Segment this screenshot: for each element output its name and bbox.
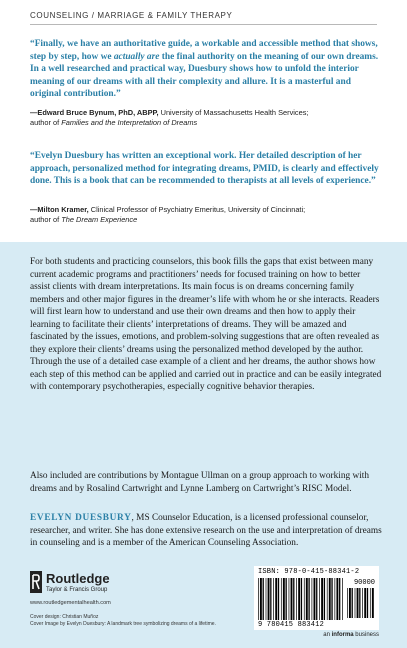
quote-1-text-emphasis: actually are	[113, 51, 160, 62]
quote-1-text-after: the final authority on the meaning of our own dreams. In a well researched and practical way, Duesbury shows how to unfold the interior meaning of our dreams with all their complexity and allure. It is a masterful and original contribution.”	[30, 51, 379, 100]
informa-name: informa	[331, 632, 354, 638]
cover-image-credit: Cover Image by Evelyn Duesbury: A landmark tree symbolizing dreams of a lifetime.	[30, 621, 216, 627]
quote-1-book: Families and the Interpretation of Dreams	[61, 118, 198, 127]
author-bio-text: , MS Counselor Education, is a licensed professional counselor, researcher, and writer. She has done extensive research on the use and interpretation of dreams in counseling and is a member of the American Counseling Association.	[30, 513, 382, 548]
endorsement-quote-1	[30, 38, 380, 101]
header-divider	[30, 24, 377, 25]
quote-2-book: The Dream Experience	[61, 215, 138, 224]
quote-1-affiliation: University of Massachusetts Health Services;	[158, 108, 309, 117]
publisher-url[interactable]: www.routledgementalhealth.com	[30, 600, 111, 606]
price-code: 90000	[353, 579, 375, 587]
category-label: COUNSELING / MARRIAGE & FAMILY THERAPY	[30, 11, 233, 20]
publisher-group: Taylor & Francis Group	[46, 587, 108, 593]
publisher-name: Routledge	[46, 571, 110, 586]
price-barcode-icon	[347, 588, 375, 618]
isbn-digits: 9 780415 883412	[258, 621, 325, 629]
quote-2-author: —Milton Kramer,	[30, 205, 89, 214]
isbn-label: ISBN: 978-0-415-88341-2	[258, 568, 360, 576]
author-bio	[30, 512, 382, 550]
endorsement-attribution-1	[30, 108, 380, 128]
cover-design-credit: Cover design: Christian Muñoz	[30, 614, 99, 620]
quote-1-author: —Edward Bruce Bynum, PhD, ABPP,	[30, 108, 159, 117]
endorsement-quote-2: “Evelyn Duesbury has written an exceptional work. Her detailed description of her approach, personalized method for integrating dreams, PMID, is clearly and effectively done. This is a book that can be recommended to therapists at all levels of experience.”	[30, 151, 379, 187]
ean-barcode-icon	[258, 578, 344, 620]
publisher-logo	[30, 570, 140, 600]
endorsement-attribution-2	[30, 205, 380, 225]
quote-2-author-of: author of	[30, 215, 62, 224]
informa-suffix: business	[353, 632, 379, 638]
routledge-mark-icon	[30, 571, 42, 593]
quote-1-author-of: author of	[30, 118, 62, 127]
barcode-box	[254, 566, 379, 630]
informa-tagline	[323, 632, 379, 638]
informa-prefix: an	[323, 632, 332, 638]
author-name: EVELYN DUESBURY	[30, 513, 132, 523]
quote-2-affiliation: Clinical Professor of Psychiatry Emeritus, University of Cincinnati;	[88, 205, 306, 214]
quote-1-text-before: “Finally, we have an authoritative guide, a workable and accessible method that shows, step by step, how we	[30, 39, 378, 62]
description-paragraph-1: For both students and practicing counselors, this book fills the gaps that exist between many current academic programs and practitioners’ needs for focused training on how to better assist clients with dream interpretations. Its main focus is on dreams concerning family members and other major figures in the dreamer’s life with whom he or she interacts. Readers will first learn how to understand and use their own dreams and then how to apply their learning to facilitate their clients’ interpretations of dreams. They will be amazed and fascinated by the issues, emotions, and problem-solving suggestions that are often revealed as they explore their clients’ dreams using the personalized method developed by the author. Through the use of a detailed case example of a client and her dreams, the author shows how each step of this method can be applied and carried out in practice and can be easily integrated with contemporary psychotherapies, especially cognitive behavior therapies.	[30, 257, 382, 392]
description-paragraph-2: Also included are contributions by Montague Ullman on a group approach to working with dreams and by Rosalind Cartwright and Lynne Lamberg on Cartwright’s RISC Model.	[30, 471, 370, 494]
